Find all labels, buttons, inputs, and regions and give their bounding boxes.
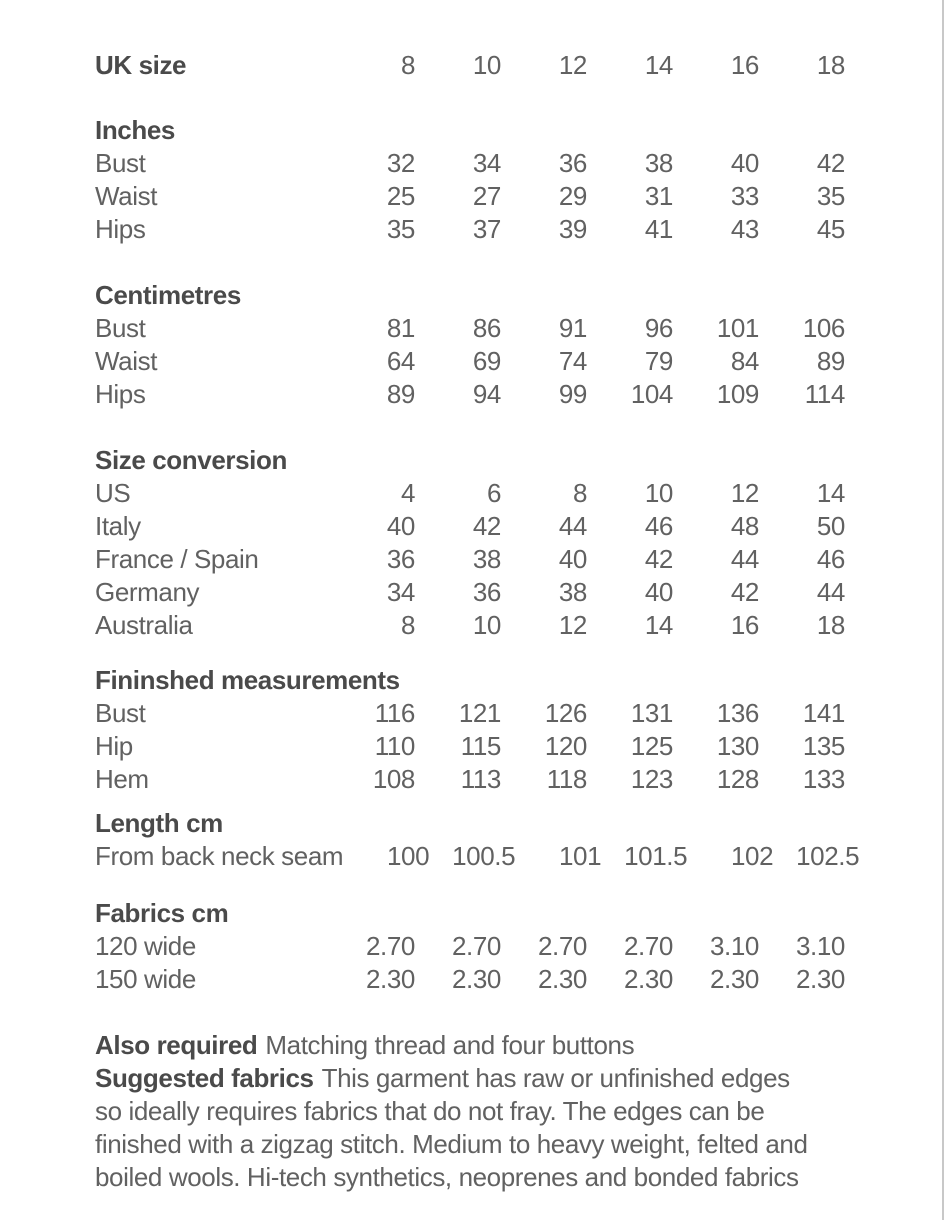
cell-value: 2.70	[365, 931, 415, 961]
cell-value: 2.30	[795, 964, 845, 994]
cell-value: 116	[374, 698, 415, 728]
cell-value: 40	[730, 148, 759, 178]
row-label: From back neck seam	[95, 841, 344, 871]
cell-value: 42	[816, 148, 845, 178]
cell-value: 120	[544, 731, 587, 761]
cell-value: 2.30	[537, 964, 587, 994]
cell-value: 31	[644, 181, 673, 211]
cell-value: 114	[804, 379, 845, 409]
section-fininshed-measurements	[95, 664, 845, 796]
section-heading: Length cm	[95, 808, 223, 838]
cell-value: 46	[644, 511, 673, 541]
table-row	[95, 49, 845, 82]
section-heading: Centimetres	[95, 280, 241, 310]
cell-value: 74	[558, 346, 587, 376]
row-label: Bust	[95, 313, 146, 343]
cell-value: 69	[472, 346, 501, 376]
table-row	[95, 930, 845, 963]
section-length-cm	[95, 807, 860, 873]
section-centimetres	[95, 279, 845, 411]
note-line	[95, 1029, 885, 1062]
cell-value: 36	[558, 148, 587, 178]
note-text: so ideally requires fabrics that do not fray. The edges can be	[95, 1096, 765, 1126]
cell-value: 44	[730, 544, 759, 574]
table-row	[95, 664, 845, 697]
row-label: US	[95, 478, 131, 508]
cell-value: 46	[816, 544, 845, 574]
cell-value: 42	[472, 511, 501, 541]
cell-value: 101	[558, 841, 602, 871]
cell-value: 16	[730, 50, 759, 80]
cell-value: 2.30	[365, 964, 415, 994]
cell-value: 41	[644, 214, 673, 244]
cell-value: 29	[558, 181, 587, 211]
table-row	[95, 180, 845, 213]
cell-value: 126	[544, 698, 587, 728]
cell-value: 38	[644, 148, 673, 178]
cell-value: 135	[802, 731, 845, 761]
table-row	[95, 510, 845, 543]
table-row	[95, 114, 845, 147]
cell-value: 36	[386, 544, 415, 574]
cell-value: 14	[816, 478, 845, 508]
cell-value: 101.5	[624, 841, 688, 871]
table-row	[95, 730, 845, 763]
section-uk-size	[95, 49, 845, 82]
cell-value: 84	[730, 346, 759, 376]
section-fabrics-cm	[95, 897, 845, 996]
cell-value: 34	[472, 148, 501, 178]
cell-value: 123	[630, 764, 673, 794]
cell-value: 115	[460, 731, 501, 761]
cell-value: 100	[386, 841, 430, 871]
cell-value: 16	[730, 610, 759, 640]
cell-value: 8	[572, 478, 587, 508]
cell-value: 3.10	[709, 931, 759, 961]
note-text: Matching thread and four buttons	[265, 1030, 635, 1060]
table-row	[95, 312, 845, 345]
cell-value: 133	[802, 764, 845, 794]
cell-value: 130	[716, 731, 759, 761]
cell-value: 14	[644, 50, 673, 80]
cell-value: 35	[816, 181, 845, 211]
section-heading: Inches	[95, 115, 175, 145]
cell-value: 25	[386, 181, 415, 211]
cell-value: 45	[816, 214, 845, 244]
cell-value: 2.30	[623, 964, 673, 994]
cell-value: 10	[472, 610, 501, 640]
table-row	[95, 345, 845, 378]
note-lead: Also required	[95, 1030, 258, 1060]
note-line	[95, 1161, 885, 1194]
cell-value: 141	[802, 698, 845, 728]
cell-value: 128	[716, 764, 759, 794]
cell-value: 108	[372, 764, 415, 794]
cell-value: 2.70	[623, 931, 673, 961]
section-heading: UK size	[95, 50, 187, 80]
table-row	[95, 576, 845, 609]
cell-value: 33	[730, 181, 759, 211]
cell-value: 2.70	[451, 931, 501, 961]
row-label: 120 wide	[95, 931, 196, 961]
cell-value: 102	[730, 841, 774, 871]
row-label: Italy	[95, 511, 141, 541]
table-row	[95, 697, 845, 730]
table-row	[95, 609, 845, 642]
cell-value: 34	[386, 577, 415, 607]
cell-value: 125	[630, 731, 673, 761]
cell-value: 42	[730, 577, 759, 607]
cell-value: 96	[644, 313, 673, 343]
cell-value: 38	[472, 544, 501, 574]
row-label: Bust	[95, 698, 146, 728]
row-label: France / Spain	[95, 544, 259, 574]
cell-value: 91	[558, 313, 587, 343]
cell-value: 64	[386, 346, 415, 376]
table-row	[95, 213, 845, 246]
row-label: Waist	[95, 346, 158, 376]
cell-value: 121	[458, 698, 501, 728]
cell-value: 10	[644, 478, 673, 508]
cell-value: 12	[558, 610, 587, 640]
cell-value: 44	[558, 511, 587, 541]
section-heading: Fabrics cm	[95, 898, 229, 928]
cell-value: 102.5	[796, 841, 860, 871]
cell-value: 3.10	[795, 931, 845, 961]
section-heading: Fininshed measurements	[95, 665, 400, 695]
table-row	[95, 840, 860, 873]
table-row	[95, 279, 845, 312]
note-line	[95, 1062, 885, 1095]
cell-value: 118	[546, 764, 587, 794]
cell-value: 101	[716, 313, 759, 343]
cell-value: 40	[386, 511, 415, 541]
cell-value: 36	[472, 577, 501, 607]
cell-value: 50	[816, 511, 845, 541]
row-label: Hem	[95, 764, 149, 794]
cell-value: 2.30	[709, 964, 759, 994]
table-row	[95, 543, 845, 576]
cell-value: 110	[374, 731, 415, 761]
cell-value: 12	[730, 478, 759, 508]
note-text: This garment has raw or unfinished edges	[321, 1063, 790, 1093]
cell-value: 99	[558, 379, 587, 409]
cell-value: 109	[716, 379, 759, 409]
cell-value: 131	[630, 698, 673, 728]
notes	[95, 1029, 885, 1194]
row-label: Hips	[95, 379, 146, 409]
cell-value: 39	[558, 214, 587, 244]
cell-value: 27	[472, 181, 501, 211]
row-label: Australia	[95, 610, 193, 640]
cell-value: 100.5	[452, 841, 516, 871]
table-row	[95, 444, 845, 477]
cell-value: 18	[816, 610, 845, 640]
cell-value: 40	[558, 544, 587, 574]
size-chart	[95, 49, 860, 996]
cell-value: 38	[558, 577, 587, 607]
cell-value: 104	[630, 379, 673, 409]
cell-value: 37	[472, 214, 501, 244]
note-text: finished with a zigzag stitch. Medium to heavy weight, felted and	[95, 1129, 808, 1159]
note-line	[95, 1095, 885, 1128]
cell-value: 113	[460, 764, 501, 794]
table-row	[95, 477, 845, 510]
page-edge-scan-line	[942, 0, 944, 1220]
cell-value: 44	[816, 577, 845, 607]
cell-value: 89	[816, 346, 845, 376]
table-row	[95, 378, 845, 411]
cell-value: 106	[802, 313, 845, 343]
section-inches	[95, 114, 845, 246]
cell-value: 136	[716, 698, 759, 728]
cell-value: 8	[400, 610, 415, 640]
section-heading: Size conversion	[95, 445, 287, 475]
cell-value: 89	[386, 379, 415, 409]
cell-value: 40	[644, 577, 673, 607]
cell-value: 12	[558, 50, 587, 80]
cell-value: 6	[486, 478, 501, 508]
cell-value: 94	[472, 379, 501, 409]
cell-value: 8	[400, 50, 415, 80]
table-row	[95, 807, 845, 840]
table-row	[95, 963, 845, 996]
row-label: Hips	[95, 214, 146, 244]
cell-value: 10	[472, 50, 501, 80]
cell-value: 86	[472, 313, 501, 343]
note-line	[95, 1128, 885, 1161]
section-size-conversion	[95, 444, 845, 642]
cell-value: 2.30	[451, 964, 501, 994]
cell-value: 14	[644, 610, 673, 640]
cell-value: 43	[730, 214, 759, 244]
cell-value: 4	[400, 478, 415, 508]
note-lead: Suggested fabrics	[95, 1063, 314, 1093]
cell-value: 2.70	[537, 931, 587, 961]
row-label: Bust	[95, 148, 146, 178]
cell-value: 42	[644, 544, 673, 574]
cell-value: 48	[730, 511, 759, 541]
cell-value: 18	[816, 50, 845, 80]
cell-value: 79	[644, 346, 673, 376]
note-text: boiled wools. Hi-tech synthetics, neoprenes and bonded fabrics	[95, 1162, 799, 1192]
row-label: 150 wide	[95, 964, 196, 994]
table-row	[95, 897, 845, 930]
table-row	[95, 763, 845, 796]
cell-value: 32	[386, 148, 415, 178]
cell-value: 35	[386, 214, 415, 244]
row-label: Hip	[95, 731, 133, 761]
cell-value: 81	[386, 313, 415, 343]
row-label: Waist	[95, 181, 158, 211]
table-row	[95, 147, 845, 180]
row-label: Germany	[95, 577, 200, 607]
